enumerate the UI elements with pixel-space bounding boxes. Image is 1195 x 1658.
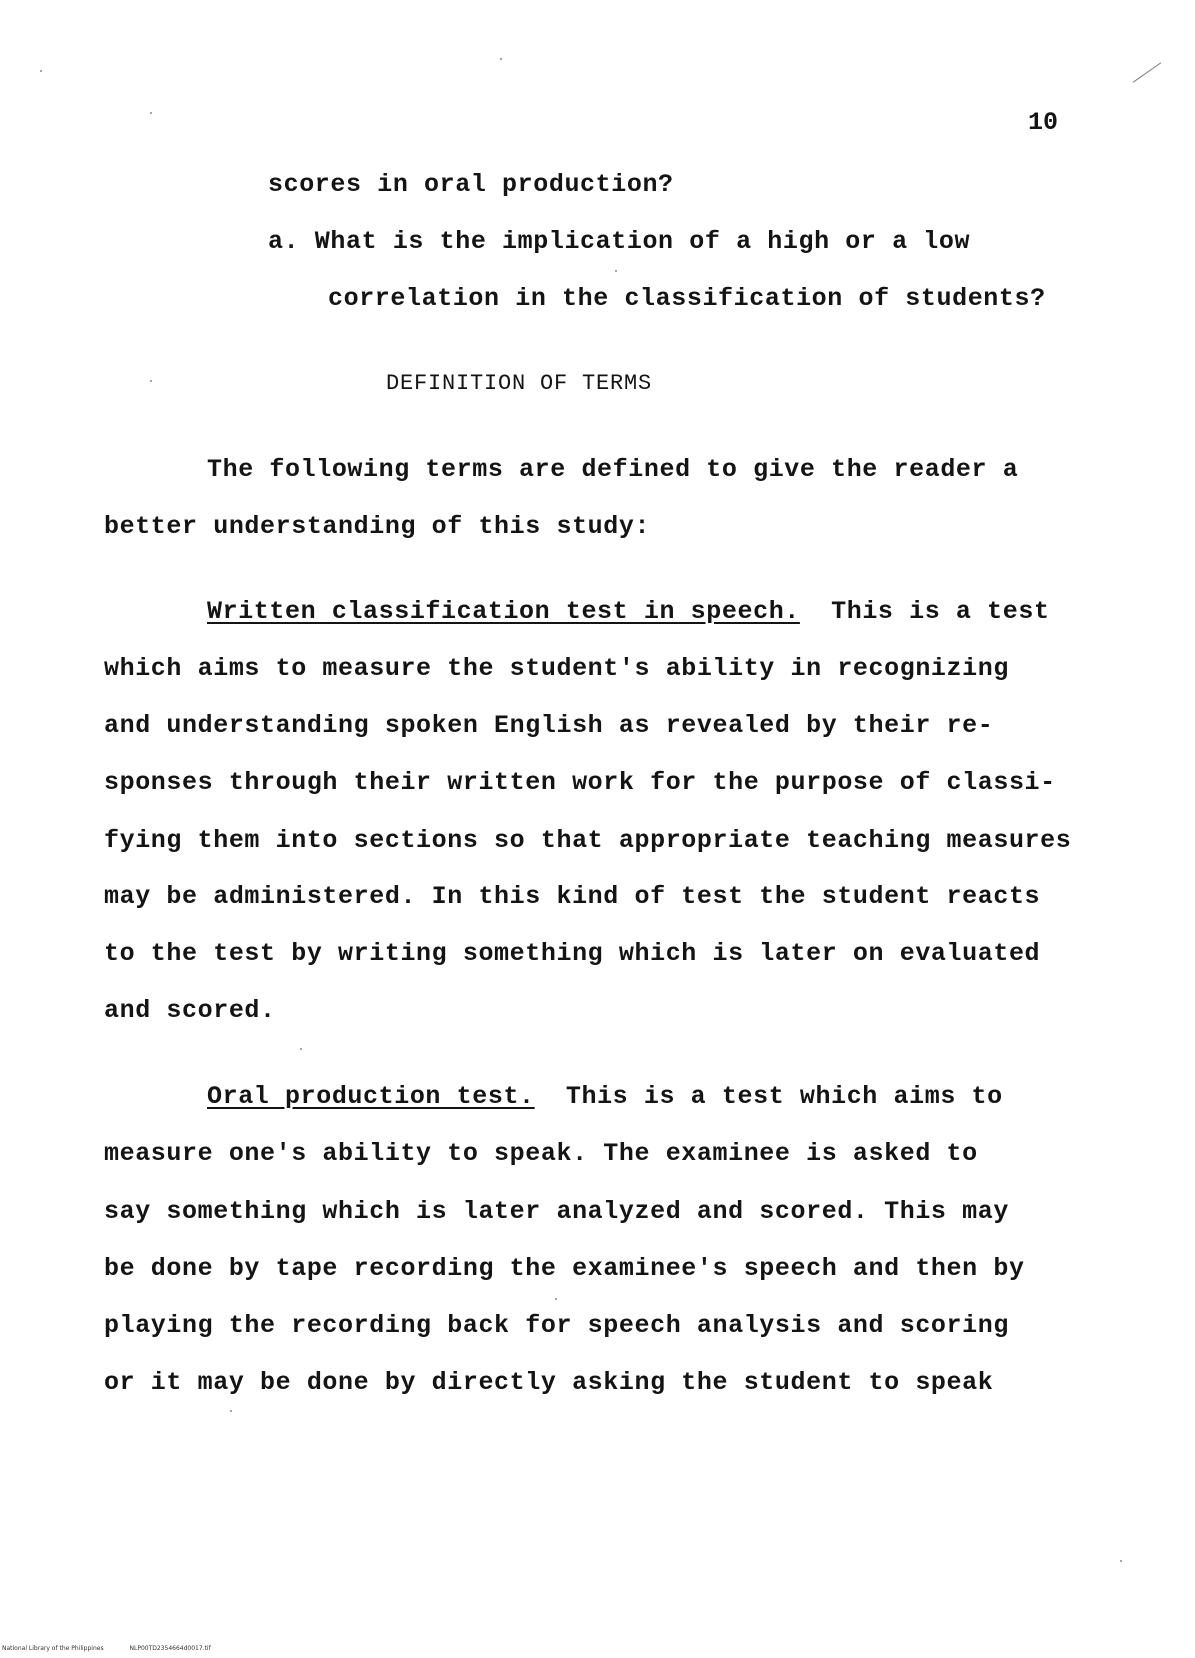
- scan-speck: [555, 1298, 557, 1300]
- scan-footer: [2, 1645, 235, 1652]
- scan-speck: [150, 380, 152, 382]
- text-line: and understanding spoken English as revealed by their re-: [104, 711, 994, 740]
- definition-written-test: [207, 597, 1050, 627]
- text-line: say something which is later analyzed and scored. This may: [104, 1197, 1009, 1226]
- text-line: scores in oral production?: [268, 170, 674, 199]
- paragraph-intro-line: The following terms are defined to give the reader a: [207, 455, 1019, 484]
- scan-speck: [615, 270, 617, 272]
- definition-oral-test: [207, 1082, 1003, 1112]
- text-line: correlation in the classification of students?: [328, 284, 1046, 313]
- text-line: and scored.: [104, 996, 276, 1025]
- defined-term: Oral production test.: [207, 1082, 535, 1111]
- text-line: or it may be done by directly asking the student to speak: [104, 1368, 994, 1397]
- text-line: to the test by writing something which is later on evaluated: [104, 939, 1041, 968]
- text-line: be done by tape recording the examinee's speech and then by: [104, 1254, 1025, 1283]
- question-item-a: a. What is the implication of a high or a low: [268, 227, 971, 256]
- definition-text: This is a test: [799, 597, 1050, 626]
- file-code: NLP00TD2354664d0017.tif: [129, 1645, 211, 1652]
- paragraph-intro-line: better understanding of this study:: [104, 512, 651, 541]
- defined-term: Written classification test in speech.: [207, 597, 800, 626]
- scan-speck: [300, 1048, 302, 1050]
- definition-text: This is a test which aims to: [534, 1082, 1003, 1111]
- text-line: may be administered. In this kind of test the student reacts: [104, 882, 1041, 911]
- section-heading: DEFINITION OF TERMS: [386, 371, 653, 396]
- library-label: National Library of the Philippines: [2, 1645, 104, 1652]
- scan-speck: [150, 112, 152, 114]
- scan-speck: [230, 1410, 232, 1412]
- text-line: fying them into sections so that appropriate teaching measures: [104, 826, 1072, 855]
- scan-speck: [1120, 1560, 1122, 1562]
- text-line: playing the recording back for speech analysis and scoring: [104, 1311, 1009, 1340]
- text-line: which aims to measure the student's ability in recognizing: [104, 654, 1009, 683]
- text-line: measure one's ability to speak. The examinee is asked to: [104, 1139, 978, 1168]
- text-line: sponses through their written work for the purpose of classi-: [104, 768, 1056, 797]
- pen-mark: [1133, 62, 1161, 82]
- scan-speck: [40, 70, 42, 72]
- scan-speck: [500, 58, 502, 60]
- page-number: 10: [1028, 108, 1059, 137]
